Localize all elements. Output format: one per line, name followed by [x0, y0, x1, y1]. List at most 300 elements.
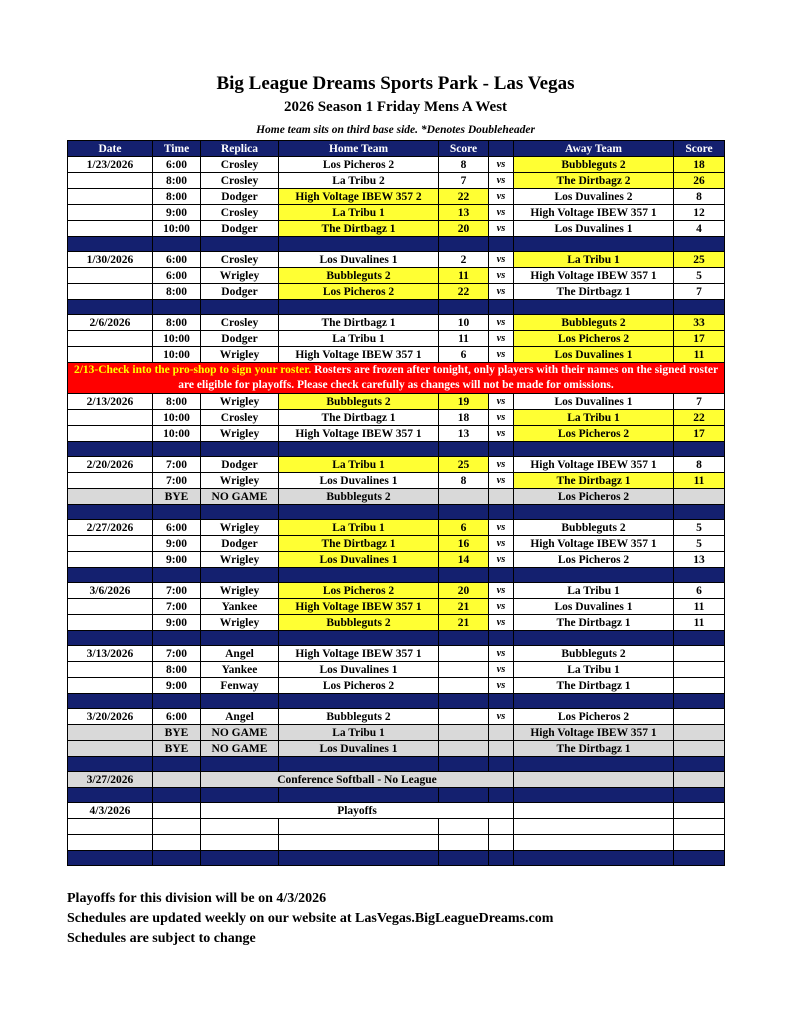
away-team-cell: Los Duvalines 1	[514, 347, 674, 363]
page-note: Home team sits on third base side. *Denotes Doubleheader	[256, 124, 535, 136]
home-team-cell: Los Picheros 2	[279, 157, 439, 173]
blank-cell	[514, 835, 674, 851]
game-row	[68, 268, 725, 284]
game-row	[68, 157, 725, 173]
replica-cell: Wrigley	[201, 552, 279, 568]
game-row	[68, 221, 725, 237]
separator-cell	[201, 694, 279, 709]
date-cell	[68, 552, 153, 568]
away-score-cell: 5	[674, 520, 725, 536]
time-cell: 9:00	[153, 536, 201, 552]
home-score-cell: 6	[439, 347, 489, 363]
separator-cell	[489, 237, 514, 252]
time-cell: 7:00	[153, 457, 201, 473]
separator-cell	[674, 851, 725, 866]
replica-cell: Crosley	[201, 315, 279, 331]
separator-cell	[674, 300, 725, 315]
game-row	[68, 520, 725, 536]
away-score-cell: 11	[674, 615, 725, 631]
game-row	[68, 709, 725, 725]
separator-cell	[279, 631, 439, 646]
blank-row	[68, 835, 725, 851]
separator-cell	[279, 505, 439, 520]
home-team-cell: La Tribu 2	[279, 173, 439, 189]
time-cell: 6:00	[153, 252, 201, 268]
home-team-cell: Los Duvalines 1	[279, 552, 439, 568]
vs-cell: vs	[489, 678, 514, 694]
game-row	[68, 615, 725, 631]
home-score-cell: 8	[439, 157, 489, 173]
separator-cell	[68, 568, 153, 583]
separator-row	[68, 694, 725, 709]
time-cell: 7:00	[153, 599, 201, 615]
footer-website-note: Schedules are updated weekly on our website at LasVegas.BigLeagueDreams.com	[67, 911, 554, 926]
separator-cell	[201, 851, 279, 866]
home-score-cell	[439, 489, 489, 505]
time-cell: BYE	[153, 725, 201, 741]
separator-cell	[489, 851, 514, 866]
game-row	[68, 205, 725, 221]
away-team-cell: Bubbleguts 2	[514, 315, 674, 331]
home-team-cell: Bubbleguts 2	[279, 489, 439, 505]
replica-cell: Wrigley	[201, 615, 279, 631]
date-cell	[68, 426, 153, 442]
time-cell: 10:00	[153, 221, 201, 237]
away-score-cell: 26	[674, 173, 725, 189]
time-cell: 10:00	[153, 347, 201, 363]
away-team-cell: High Voltage IBEW 357 1	[514, 457, 674, 473]
separator-cell	[201, 757, 279, 772]
date-cell: 2/27/2026	[68, 520, 153, 536]
separator-cell	[674, 568, 725, 583]
vs-cell: vs	[489, 173, 514, 189]
time-cell: 8:00	[153, 315, 201, 331]
time-cell: 9:00	[153, 615, 201, 631]
separator-row	[68, 757, 725, 772]
replica-cell: Dodger	[201, 457, 279, 473]
away-team-cell: Bubbleguts 2	[514, 157, 674, 173]
separator-cell	[201, 300, 279, 315]
game-row	[68, 646, 725, 662]
home-score-cell	[439, 709, 489, 725]
replica-cell: Crosley	[201, 205, 279, 221]
separator-cell	[279, 788, 439, 803]
blank-cell	[201, 835, 279, 851]
away-team-cell: Los Picheros 2	[514, 426, 674, 442]
home-score-cell	[439, 662, 489, 678]
time-cell: 8:00	[153, 662, 201, 678]
separator-cell	[279, 237, 439, 252]
vs-cell: vs	[489, 520, 514, 536]
blank-row	[68, 819, 725, 835]
separator-row	[68, 788, 725, 803]
home-score-cell	[439, 741, 489, 757]
separator-cell	[674, 442, 725, 457]
home-team-cell: Los Picheros 2	[279, 678, 439, 694]
vs-cell: vs	[489, 426, 514, 442]
home-score-cell: 19	[439, 394, 489, 410]
home-score-cell: 13	[439, 205, 489, 221]
blank-cell	[68, 835, 153, 851]
blank-cell	[279, 819, 439, 835]
away-team-cell: The Dirtbagz 1	[514, 615, 674, 631]
blank-cell	[439, 835, 489, 851]
date-cell: 1/23/2026	[68, 157, 153, 173]
blank-cell	[489, 819, 514, 835]
time-cell: 10:00	[153, 426, 201, 442]
time-cell: 9:00	[153, 552, 201, 568]
time-cell: 10:00	[153, 410, 201, 426]
separator-cell	[68, 442, 153, 457]
separator-cell	[489, 694, 514, 709]
separator-cell	[514, 788, 674, 803]
away-team-cell: Los Duvalines 1	[514, 599, 674, 615]
header-row	[68, 141, 725, 157]
separator-row	[68, 505, 725, 520]
separator-cell	[439, 300, 489, 315]
col-header-time: Time	[153, 141, 201, 157]
bye-row	[68, 725, 725, 741]
replica-cell: Fenway	[201, 678, 279, 694]
replica-cell: Dodger	[201, 331, 279, 347]
time-cell: 9:00	[153, 678, 201, 694]
date-cell	[68, 331, 153, 347]
home-team-cell: La Tribu 1	[279, 725, 439, 741]
home-score-cell	[439, 725, 489, 741]
separator-row	[68, 851, 725, 866]
time-cell: 6:00	[153, 268, 201, 284]
home-score-cell: 8	[439, 473, 489, 489]
replica-cell: Angel	[201, 646, 279, 662]
game-row	[68, 189, 725, 205]
home-team-cell: Bubbleguts 2	[279, 709, 439, 725]
separator-cell	[514, 694, 674, 709]
separator-cell	[514, 237, 674, 252]
col-header-vs	[489, 141, 514, 157]
time-cell	[153, 803, 201, 819]
replica-cell: Wrigley	[201, 347, 279, 363]
roster-notice-highlight: 2/13-Check into the pro-shop to sign your roster.	[73, 364, 312, 376]
separator-cell	[68, 300, 153, 315]
home-team-cell: Los Duvalines 1	[279, 252, 439, 268]
home-score-cell: 21	[439, 615, 489, 631]
time-cell: 6:00	[153, 520, 201, 536]
blank-cell	[439, 819, 489, 835]
blank-cell	[674, 819, 725, 835]
away-score-cell	[674, 725, 725, 741]
footer-playoffs-note: Playoffs for this division will be on 4/3/2026	[67, 891, 327, 906]
away-score-cell: 5	[674, 536, 725, 552]
blank-cell	[674, 835, 725, 851]
time-cell: 7:00	[153, 473, 201, 489]
separator-cell	[439, 237, 489, 252]
event-label: Conference Softball - No League	[201, 772, 514, 788]
date-cell: 1/30/2026	[68, 252, 153, 268]
game-row	[68, 394, 725, 410]
home-team-cell: La Tribu 1	[279, 457, 439, 473]
away-score-cell: 7	[674, 284, 725, 300]
home-team-cell: The Dirtbagz 1	[279, 221, 439, 237]
date-cell: 2/13/2026	[68, 394, 153, 410]
away-score-cell: 17	[674, 331, 725, 347]
away-team-cell: Los Duvalines 1	[514, 394, 674, 410]
vs-cell: vs	[489, 205, 514, 221]
vs-cell: vs	[489, 394, 514, 410]
date-cell	[68, 205, 153, 221]
roster-notice	[68, 363, 725, 394]
date-cell	[68, 347, 153, 363]
vs-cell: vs	[489, 662, 514, 678]
time-cell: 8:00	[153, 173, 201, 189]
separator-cell	[279, 442, 439, 457]
col-header-home-team: Home Team	[279, 141, 439, 157]
home-score-cell: 14	[439, 552, 489, 568]
away-team-cell: The Dirtbagz 1	[514, 473, 674, 489]
home-score-cell: 2	[439, 252, 489, 268]
separator-cell	[489, 442, 514, 457]
home-team-cell: The Dirtbagz 1	[279, 410, 439, 426]
home-score-cell: 11	[439, 331, 489, 347]
home-score-cell: 10	[439, 315, 489, 331]
home-score-cell: 13	[439, 426, 489, 442]
time-cell: 7:00	[153, 583, 201, 599]
date-cell: 3/13/2026	[68, 646, 153, 662]
time-cell: 6:00	[153, 709, 201, 725]
home-score-cell	[439, 646, 489, 662]
home-score-cell: 25	[439, 457, 489, 473]
separator-cell	[514, 300, 674, 315]
date-cell	[68, 599, 153, 615]
date-cell: 3/20/2026	[68, 709, 153, 725]
separator-cell	[439, 757, 489, 772]
bye-row	[68, 489, 725, 505]
home-score-cell: 22	[439, 189, 489, 205]
separator-cell	[674, 631, 725, 646]
vs-cell: vs	[489, 284, 514, 300]
separator-cell	[674, 505, 725, 520]
date-cell	[68, 678, 153, 694]
separator-cell	[153, 568, 201, 583]
separator-cell	[674, 788, 725, 803]
away-score-cell: 13	[674, 552, 725, 568]
separator-cell	[674, 757, 725, 772]
separator-cell	[514, 757, 674, 772]
separator-cell	[489, 568, 514, 583]
separator-cell	[68, 851, 153, 866]
separator-cell	[439, 568, 489, 583]
separator-cell	[153, 300, 201, 315]
separator-cell	[68, 694, 153, 709]
separator-cell	[279, 300, 439, 315]
vs-cell: vs	[489, 599, 514, 615]
date-cell	[68, 741, 153, 757]
time-cell: 7:00	[153, 646, 201, 662]
separator-cell	[201, 631, 279, 646]
separator-cell	[201, 788, 279, 803]
replica-cell: Yankee	[201, 662, 279, 678]
home-team-cell: High Voltage IBEW 357 1	[279, 599, 439, 615]
separator-cell	[68, 631, 153, 646]
separator-cell	[279, 694, 439, 709]
col-header-away-team: Away Team	[514, 141, 674, 157]
home-team-cell: Bubbleguts 2	[279, 394, 439, 410]
time-cell: BYE	[153, 741, 201, 757]
separator-row	[68, 237, 725, 252]
separator-cell	[201, 568, 279, 583]
home-team-cell: Los Picheros 2	[279, 583, 439, 599]
home-team-cell: La Tribu 1	[279, 205, 439, 221]
home-team-cell: Los Picheros 2	[279, 284, 439, 300]
game-row	[68, 536, 725, 552]
date-cell	[68, 173, 153, 189]
away-team-cell: Los Picheros 2	[514, 489, 674, 505]
date-cell	[68, 268, 153, 284]
replica-cell: Wrigley	[201, 520, 279, 536]
away-team-cell: Los Picheros 2	[514, 552, 674, 568]
game-row	[68, 347, 725, 363]
away-team-cell: La Tribu 1	[514, 662, 674, 678]
game-row	[68, 473, 725, 489]
separator-cell	[439, 505, 489, 520]
game-row	[68, 315, 725, 331]
blank-cell	[489, 835, 514, 851]
away-score-cell	[674, 662, 725, 678]
away-team-cell: La Tribu 1	[514, 410, 674, 426]
replica-cell: Angel	[201, 709, 279, 725]
blank-cell	[279, 835, 439, 851]
separator-cell	[489, 505, 514, 520]
col-header-replica: Replica	[201, 141, 279, 157]
separator-cell	[153, 757, 201, 772]
vs-cell: vs	[489, 552, 514, 568]
home-team-cell: High Voltage IBEW 357 1	[279, 426, 439, 442]
away-score-cell: 18	[674, 157, 725, 173]
home-score-cell: 22	[439, 284, 489, 300]
replica-cell: NO GAME	[201, 725, 279, 741]
away-team-cell: Los Duvalines 2	[514, 189, 674, 205]
date-cell: 4/3/2026	[68, 803, 153, 819]
replica-cell: Wrigley	[201, 426, 279, 442]
separator-cell	[201, 237, 279, 252]
score-cell	[674, 772, 725, 788]
bye-row	[68, 741, 725, 757]
vs-cell: vs	[489, 252, 514, 268]
away-team-cell: La Tribu 1	[514, 252, 674, 268]
separator-cell	[201, 442, 279, 457]
time-cell: 8:00	[153, 394, 201, 410]
home-score-cell: 20	[439, 221, 489, 237]
separator-cell	[153, 851, 201, 866]
game-row	[68, 252, 725, 268]
vs-cell: vs	[489, 709, 514, 725]
separator-cell	[439, 694, 489, 709]
replica-cell: Wrigley	[201, 394, 279, 410]
separator-cell	[279, 757, 439, 772]
blank-cell	[153, 819, 201, 835]
separator-cell	[279, 851, 439, 866]
date-cell	[68, 662, 153, 678]
vs-cell	[489, 741, 514, 757]
replica-cell: Dodger	[201, 536, 279, 552]
separator-cell	[489, 788, 514, 803]
game-row	[68, 284, 725, 300]
separator-cell	[68, 505, 153, 520]
away-score-cell: 12	[674, 205, 725, 221]
replica-cell: Yankee	[201, 599, 279, 615]
separator-cell	[489, 757, 514, 772]
date-cell	[68, 725, 153, 741]
replica-cell: Dodger	[201, 221, 279, 237]
separator-cell	[439, 851, 489, 866]
blank-cell	[514, 819, 674, 835]
vs-cell: vs	[489, 473, 514, 489]
away-team-cell: Los Picheros 2	[514, 331, 674, 347]
separator-cell	[68, 788, 153, 803]
separator-row	[68, 568, 725, 583]
vs-cell: vs	[489, 331, 514, 347]
date-cell: 2/20/2026	[68, 457, 153, 473]
home-team-cell: The Dirtbagz 1	[279, 536, 439, 552]
separator-cell	[514, 851, 674, 866]
away-score-cell	[674, 709, 725, 725]
home-team-cell: High Voltage IBEW 357 1	[279, 347, 439, 363]
vs-cell: vs	[489, 615, 514, 631]
away-score-cell: 22	[674, 410, 725, 426]
vs-cell: vs	[489, 268, 514, 284]
separator-cell	[153, 442, 201, 457]
time-cell: BYE	[153, 489, 201, 505]
separator-cell	[153, 237, 201, 252]
replica-cell: NO GAME	[201, 741, 279, 757]
separator-cell	[153, 694, 201, 709]
away-team-cell: Bubbleguts 2	[514, 646, 674, 662]
score-cell	[674, 803, 725, 819]
time-cell: 9:00	[153, 205, 201, 221]
home-team-cell: Los Duvalines 1	[279, 473, 439, 489]
replica-cell: Wrigley	[201, 268, 279, 284]
vs-cell: vs	[489, 347, 514, 363]
away-team-cell: The Dirtbagz 1	[514, 284, 674, 300]
home-team-cell: High Voltage IBEW 357 1	[279, 646, 439, 662]
date-cell: 3/27/2026	[68, 772, 153, 788]
away-score-cell: 17	[674, 426, 725, 442]
home-team-cell: The Dirtbagz 1	[279, 315, 439, 331]
separator-cell	[674, 694, 725, 709]
separator-cell	[439, 631, 489, 646]
home-team-cell: Bubbleguts 2	[279, 615, 439, 631]
home-score-cell: 20	[439, 583, 489, 599]
vs-cell: vs	[489, 457, 514, 473]
game-row	[68, 426, 725, 442]
game-row	[68, 552, 725, 568]
time-cell: 10:00	[153, 331, 201, 347]
away-team-cell: High Voltage IBEW 357 1	[514, 268, 674, 284]
separator-cell	[674, 237, 725, 252]
date-cell	[68, 410, 153, 426]
replica-cell: Dodger	[201, 189, 279, 205]
away-score-cell: 11	[674, 473, 725, 489]
event-label: Playoffs	[201, 803, 514, 819]
col-header-date: Date	[68, 141, 153, 157]
blank-cell	[68, 819, 153, 835]
away-score-cell: 25	[674, 252, 725, 268]
separator-cell	[153, 505, 201, 520]
separator-row	[68, 300, 725, 315]
vs-cell: vs	[489, 410, 514, 426]
game-row	[68, 173, 725, 189]
time-cell: 8:00	[153, 284, 201, 300]
replica-cell: Wrigley	[201, 583, 279, 599]
